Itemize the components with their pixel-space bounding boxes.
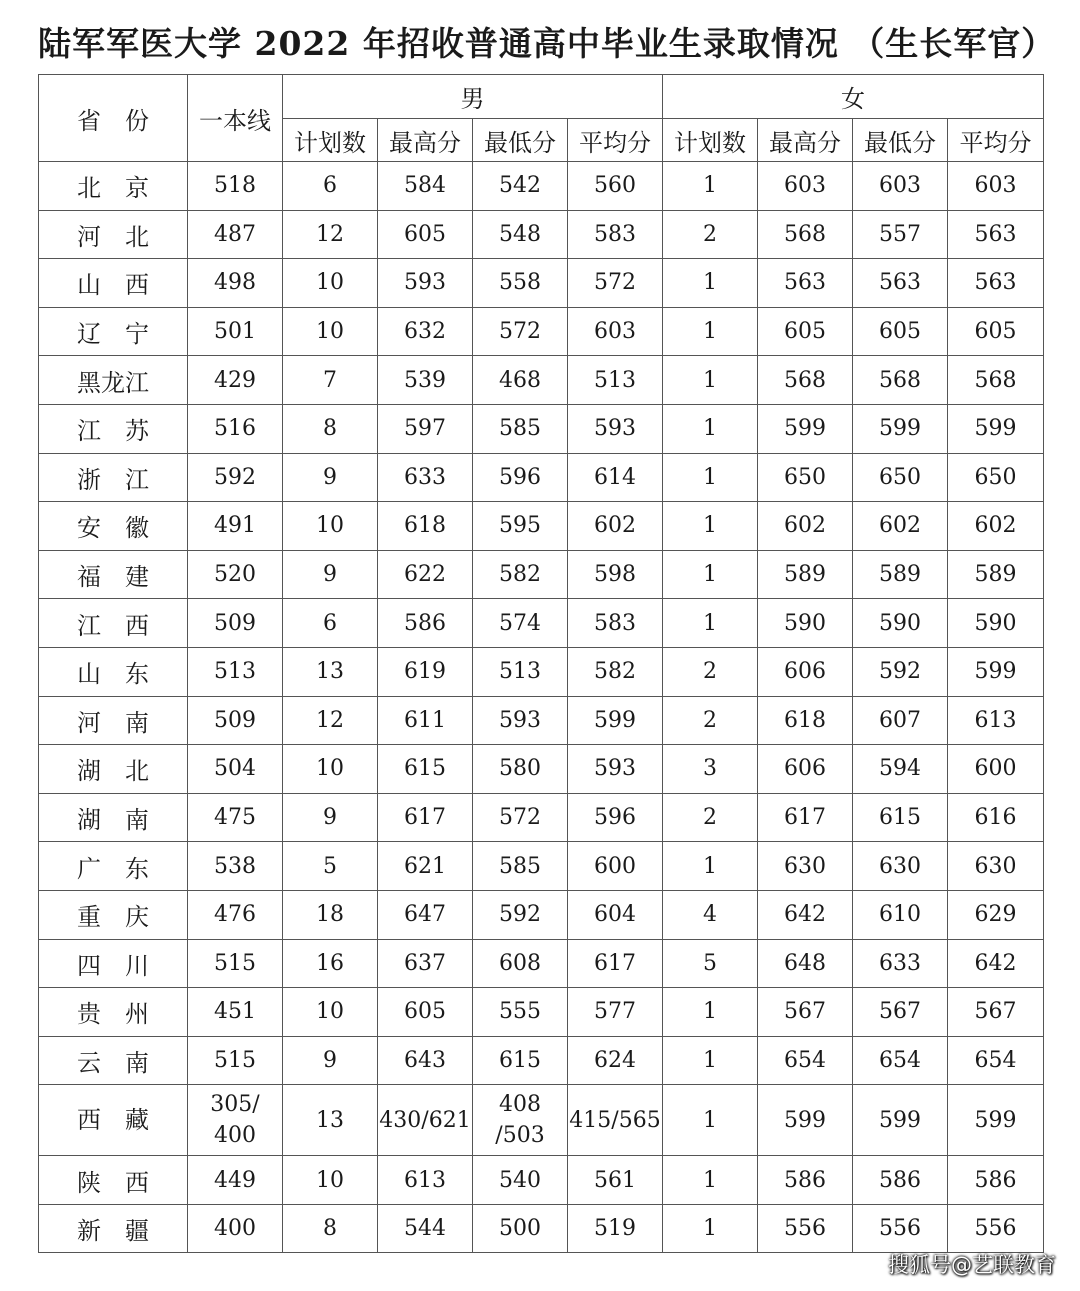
province-cell: 陕 西 — [39, 1156, 188, 1205]
female-cell: 590 — [758, 599, 853, 648]
female-cell: 610 — [853, 890, 948, 939]
cutoff-cell: 476 — [188, 890, 283, 939]
male-cell: 10 — [283, 745, 378, 794]
female-cell: 648 — [758, 939, 853, 988]
male-cell: 9 — [283, 793, 378, 842]
female-cell: 599 — [853, 404, 948, 453]
female-cell: 616 — [948, 793, 1044, 842]
male-cell: 6 — [283, 162, 378, 211]
province-cell: 贵 州 — [39, 988, 188, 1037]
male-cell: 572 — [473, 307, 568, 356]
cutoff-cell: 520 — [188, 550, 283, 599]
table-row — [39, 647, 1044, 696]
header-female-plan: 计划数 — [663, 119, 758, 162]
female-cell: 599 — [758, 1085, 853, 1156]
cutoff-cell: 475 — [188, 793, 283, 842]
male-cell: 539 — [378, 356, 473, 405]
header-male-min: 最低分 — [473, 119, 568, 162]
male-cell: 500 — [473, 1204, 568, 1253]
female-cell: 589 — [948, 550, 1044, 599]
male-cell: 602 — [568, 502, 663, 551]
male-cell: 10 — [283, 502, 378, 551]
female-cell: 568 — [758, 356, 853, 405]
table-row — [39, 162, 1044, 211]
female-cell: 2 — [663, 210, 758, 259]
male-cell: 12 — [283, 210, 378, 259]
province-cell: 湖 北 — [39, 745, 188, 794]
province-cell: 辽 宁 — [39, 307, 188, 356]
header-male: 男 — [283, 75, 663, 119]
male-cell: 637 — [378, 939, 473, 988]
cutoff-cell: 487 — [188, 210, 283, 259]
header-female-min: 最低分 — [853, 119, 948, 162]
female-cell: 1 — [663, 307, 758, 356]
female-cell: 654 — [853, 1036, 948, 1085]
female-cell: 1 — [663, 1036, 758, 1085]
table-row — [39, 988, 1044, 1037]
female-cell: 563 — [948, 259, 1044, 308]
cutoff-cell: 518 — [188, 162, 283, 211]
female-cell: 650 — [758, 453, 853, 502]
table-row — [39, 453, 1044, 502]
female-cell: 599 — [948, 1085, 1044, 1156]
header-female-avg: 平均分 — [948, 119, 1044, 162]
province-cell: 山 东 — [39, 647, 188, 696]
male-cell: 577 — [568, 988, 663, 1037]
male-cell: 9 — [283, 1036, 378, 1085]
male-cell: 598 — [568, 550, 663, 599]
province-cell: 云 南 — [39, 1036, 188, 1085]
female-cell: 613 — [948, 696, 1044, 745]
male-cell: 633 — [378, 453, 473, 502]
female-cell: 1 — [663, 356, 758, 405]
male-cell: 624 — [568, 1036, 663, 1085]
cutoff-cell: 498 — [188, 259, 283, 308]
male-cell: 585 — [473, 404, 568, 453]
female-cell: 1 — [663, 259, 758, 308]
male-cell: 583 — [568, 599, 663, 648]
female-cell: 615 — [853, 793, 948, 842]
male-cell: 13 — [283, 1085, 378, 1156]
female-cell: 589 — [758, 550, 853, 599]
female-cell: 2 — [663, 793, 758, 842]
cutoff-cell: 400 — [188, 1204, 283, 1253]
cutoff-cell: 504 — [188, 745, 283, 794]
female-cell: 607 — [853, 696, 948, 745]
male-cell: 596 — [568, 793, 663, 842]
female-cell: 602 — [853, 502, 948, 551]
male-cell: 10 — [283, 988, 378, 1037]
female-cell: 556 — [758, 1204, 853, 1253]
male-cell: 603 — [568, 307, 663, 356]
male-cell: 572 — [568, 259, 663, 308]
table-row — [39, 1156, 1044, 1205]
table-row — [39, 550, 1044, 599]
table-row — [39, 356, 1044, 405]
male-cell: 548 — [473, 210, 568, 259]
male-cell: 586 — [378, 599, 473, 648]
province-cell: 江 苏 — [39, 404, 188, 453]
province-cell: 河 南 — [39, 696, 188, 745]
table-row — [39, 1036, 1044, 1085]
province-cell: 河 北 — [39, 210, 188, 259]
table-row — [39, 259, 1044, 308]
female-cell: 586 — [853, 1156, 948, 1205]
female-cell: 2 — [663, 647, 758, 696]
cutoff-cell: 449 — [188, 1156, 283, 1205]
male-cell: 572 — [473, 793, 568, 842]
female-cell: 618 — [758, 696, 853, 745]
cutoff-cell: 305/ 400 — [188, 1085, 283, 1156]
male-cell: 430/621 — [378, 1085, 473, 1156]
female-cell: 600 — [948, 745, 1044, 794]
page-title: 陆军军医大学 2022 年招收普通高中毕业生录取情况 （生长军官） — [38, 24, 1056, 63]
cutoff-cell: 516 — [188, 404, 283, 453]
province-cell: 山 西 — [39, 259, 188, 308]
female-cell: 605 — [948, 307, 1044, 356]
female-cell: 590 — [853, 599, 948, 648]
male-cell: 622 — [378, 550, 473, 599]
header-male-plan: 计划数 — [283, 119, 378, 162]
table-row — [39, 890, 1044, 939]
province-cell: 黑龙江 — [39, 356, 188, 405]
cutoff-cell: 515 — [188, 1036, 283, 1085]
header-female-max: 最高分 — [758, 119, 853, 162]
header-province: 省 份 — [39, 75, 188, 162]
province-cell: 江 西 — [39, 599, 188, 648]
header-female: 女 — [663, 75, 1044, 119]
female-cell: 563 — [853, 259, 948, 308]
female-cell: 633 — [853, 939, 948, 988]
male-cell: 615 — [473, 1036, 568, 1085]
female-cell: 606 — [758, 647, 853, 696]
male-cell: 7 — [283, 356, 378, 405]
male-cell: 605 — [378, 210, 473, 259]
female-cell: 2 — [663, 696, 758, 745]
female-cell: 594 — [853, 745, 948, 794]
female-cell: 1 — [663, 1085, 758, 1156]
table-row — [39, 404, 1044, 453]
male-cell: 585 — [473, 842, 568, 891]
female-cell: 654 — [948, 1036, 1044, 1085]
male-cell: 595 — [473, 502, 568, 551]
female-cell: 556 — [948, 1204, 1044, 1253]
female-cell: 650 — [853, 453, 948, 502]
male-cell: 593 — [473, 696, 568, 745]
table-row — [39, 696, 1044, 745]
male-cell: 5 — [283, 842, 378, 891]
female-cell: 599 — [948, 404, 1044, 453]
cutoff-cell: 451 — [188, 988, 283, 1037]
male-cell: 608 — [473, 939, 568, 988]
province-cell: 西 藏 — [39, 1085, 188, 1156]
province-cell: 浙 江 — [39, 453, 188, 502]
male-cell: 599 — [568, 696, 663, 745]
cutoff-cell: 513 — [188, 647, 283, 696]
male-cell: 555 — [473, 988, 568, 1037]
male-cell: 582 — [568, 647, 663, 696]
female-cell: 557 — [853, 210, 948, 259]
female-cell: 630 — [853, 842, 948, 891]
male-cell: 544 — [378, 1204, 473, 1253]
male-cell: 6 — [283, 599, 378, 648]
table-row — [39, 939, 1044, 988]
female-cell: 563 — [758, 259, 853, 308]
male-cell: 643 — [378, 1036, 473, 1085]
female-cell: 586 — [948, 1156, 1044, 1205]
province-cell: 安 徽 — [39, 502, 188, 551]
table-row — [39, 502, 1044, 551]
female-cell: 654 — [758, 1036, 853, 1085]
table-row — [39, 793, 1044, 842]
cutoff-cell: 501 — [188, 307, 283, 356]
table-row — [39, 1204, 1044, 1253]
female-cell: 568 — [758, 210, 853, 259]
table-row — [39, 599, 1044, 648]
cutoff-cell: 509 — [188, 696, 283, 745]
admission-table — [38, 74, 1044, 1253]
table-body — [39, 162, 1044, 1253]
table-row — [39, 307, 1044, 356]
female-cell: 1 — [663, 599, 758, 648]
female-cell: 602 — [948, 502, 1044, 551]
male-cell: 593 — [568, 745, 663, 794]
female-cell: 642 — [948, 939, 1044, 988]
province-cell: 湖 南 — [39, 793, 188, 842]
male-cell: 13 — [283, 647, 378, 696]
female-cell: 1 — [663, 1204, 758, 1253]
male-cell: 415/565 — [568, 1085, 663, 1156]
watermark: 搜狐号@艺联教育 — [888, 1253, 1056, 1277]
male-cell: 597 — [378, 404, 473, 453]
male-cell: 617 — [568, 939, 663, 988]
female-cell: 605 — [853, 307, 948, 356]
province-cell: 福 建 — [39, 550, 188, 599]
male-cell: 18 — [283, 890, 378, 939]
table-row — [39, 745, 1044, 794]
male-cell: 584 — [378, 162, 473, 211]
male-cell: 583 — [568, 210, 663, 259]
male-cell: 16 — [283, 939, 378, 988]
male-cell: 558 — [473, 259, 568, 308]
female-cell: 630 — [948, 842, 1044, 891]
female-cell: 592 — [853, 647, 948, 696]
female-cell: 1 — [663, 550, 758, 599]
male-cell: 647 — [378, 890, 473, 939]
male-cell: 8 — [283, 1204, 378, 1253]
female-cell: 556 — [853, 1204, 948, 1253]
male-cell: 621 — [378, 842, 473, 891]
table-row — [39, 1085, 1044, 1156]
header-male-max: 最高分 — [378, 119, 473, 162]
female-cell: 567 — [948, 988, 1044, 1037]
male-cell: 619 — [378, 647, 473, 696]
province-cell: 北 京 — [39, 162, 188, 211]
female-cell: 1 — [663, 842, 758, 891]
male-cell: 10 — [283, 1156, 378, 1205]
female-cell: 1 — [663, 502, 758, 551]
female-cell: 602 — [758, 502, 853, 551]
male-cell: 596 — [473, 453, 568, 502]
male-cell: 9 — [283, 453, 378, 502]
female-cell: 4 — [663, 890, 758, 939]
male-cell: 12 — [283, 696, 378, 745]
male-cell: 8 — [283, 404, 378, 453]
female-cell: 590 — [948, 599, 1044, 648]
male-cell: 519 — [568, 1204, 663, 1253]
female-cell: 617 — [758, 793, 853, 842]
male-cell: 10 — [283, 259, 378, 308]
female-cell: 5 — [663, 939, 758, 988]
female-cell: 599 — [758, 404, 853, 453]
cutoff-cell: 509 — [188, 599, 283, 648]
male-cell: 593 — [568, 404, 663, 453]
male-cell: 542 — [473, 162, 568, 211]
female-cell: 567 — [853, 988, 948, 1037]
female-cell: 589 — [853, 550, 948, 599]
female-cell: 1 — [663, 162, 758, 211]
female-cell: 568 — [853, 356, 948, 405]
male-cell: 593 — [378, 259, 473, 308]
female-cell: 603 — [758, 162, 853, 211]
male-cell: 618 — [378, 502, 473, 551]
province-cell: 新 疆 — [39, 1204, 188, 1253]
male-cell: 632 — [378, 307, 473, 356]
cutoff-cell: 592 — [188, 453, 283, 502]
table-row — [39, 210, 1044, 259]
male-cell: 592 — [473, 890, 568, 939]
female-cell: 568 — [948, 356, 1044, 405]
male-cell: 513 — [473, 647, 568, 696]
male-cell: 9 — [283, 550, 378, 599]
province-cell: 四 川 — [39, 939, 188, 988]
male-cell: 561 — [568, 1156, 663, 1205]
female-cell: 603 — [853, 162, 948, 211]
female-cell: 1 — [663, 988, 758, 1037]
header-cutoff: 一本线 — [188, 75, 283, 162]
male-cell: 613 — [378, 1156, 473, 1205]
female-cell: 1 — [663, 453, 758, 502]
table-row — [39, 842, 1044, 891]
header-male-avg: 平均分 — [568, 119, 663, 162]
female-cell: 567 — [758, 988, 853, 1037]
male-cell: 10 — [283, 307, 378, 356]
male-cell: 574 — [473, 599, 568, 648]
province-cell: 广 东 — [39, 842, 188, 891]
male-cell: 408 /503 — [473, 1085, 568, 1156]
male-cell: 580 — [473, 745, 568, 794]
male-cell: 611 — [378, 696, 473, 745]
female-cell: 586 — [758, 1156, 853, 1205]
female-cell: 606 — [758, 745, 853, 794]
female-cell: 642 — [758, 890, 853, 939]
female-cell: 1 — [663, 1156, 758, 1205]
male-cell: 468 — [473, 356, 568, 405]
cutoff-cell: 491 — [188, 502, 283, 551]
female-cell: 605 — [758, 307, 853, 356]
male-cell: 600 — [568, 842, 663, 891]
female-cell: 599 — [948, 647, 1044, 696]
male-cell: 560 — [568, 162, 663, 211]
male-cell: 617 — [378, 793, 473, 842]
male-cell: 615 — [378, 745, 473, 794]
cutoff-cell: 515 — [188, 939, 283, 988]
male-cell: 605 — [378, 988, 473, 1037]
male-cell: 540 — [473, 1156, 568, 1205]
female-cell: 1 — [663, 404, 758, 453]
female-cell: 650 — [948, 453, 1044, 502]
female-cell: 599 — [853, 1085, 948, 1156]
province-cell: 重 庆 — [39, 890, 188, 939]
female-cell: 603 — [948, 162, 1044, 211]
male-cell: 582 — [473, 550, 568, 599]
male-cell: 513 — [568, 356, 663, 405]
female-cell: 630 — [758, 842, 853, 891]
female-cell: 3 — [663, 745, 758, 794]
male-cell: 604 — [568, 890, 663, 939]
female-cell: 629 — [948, 890, 1044, 939]
female-cell: 563 — [948, 210, 1044, 259]
cutoff-cell: 538 — [188, 842, 283, 891]
cutoff-cell: 429 — [188, 356, 283, 405]
male-cell: 614 — [568, 453, 663, 502]
